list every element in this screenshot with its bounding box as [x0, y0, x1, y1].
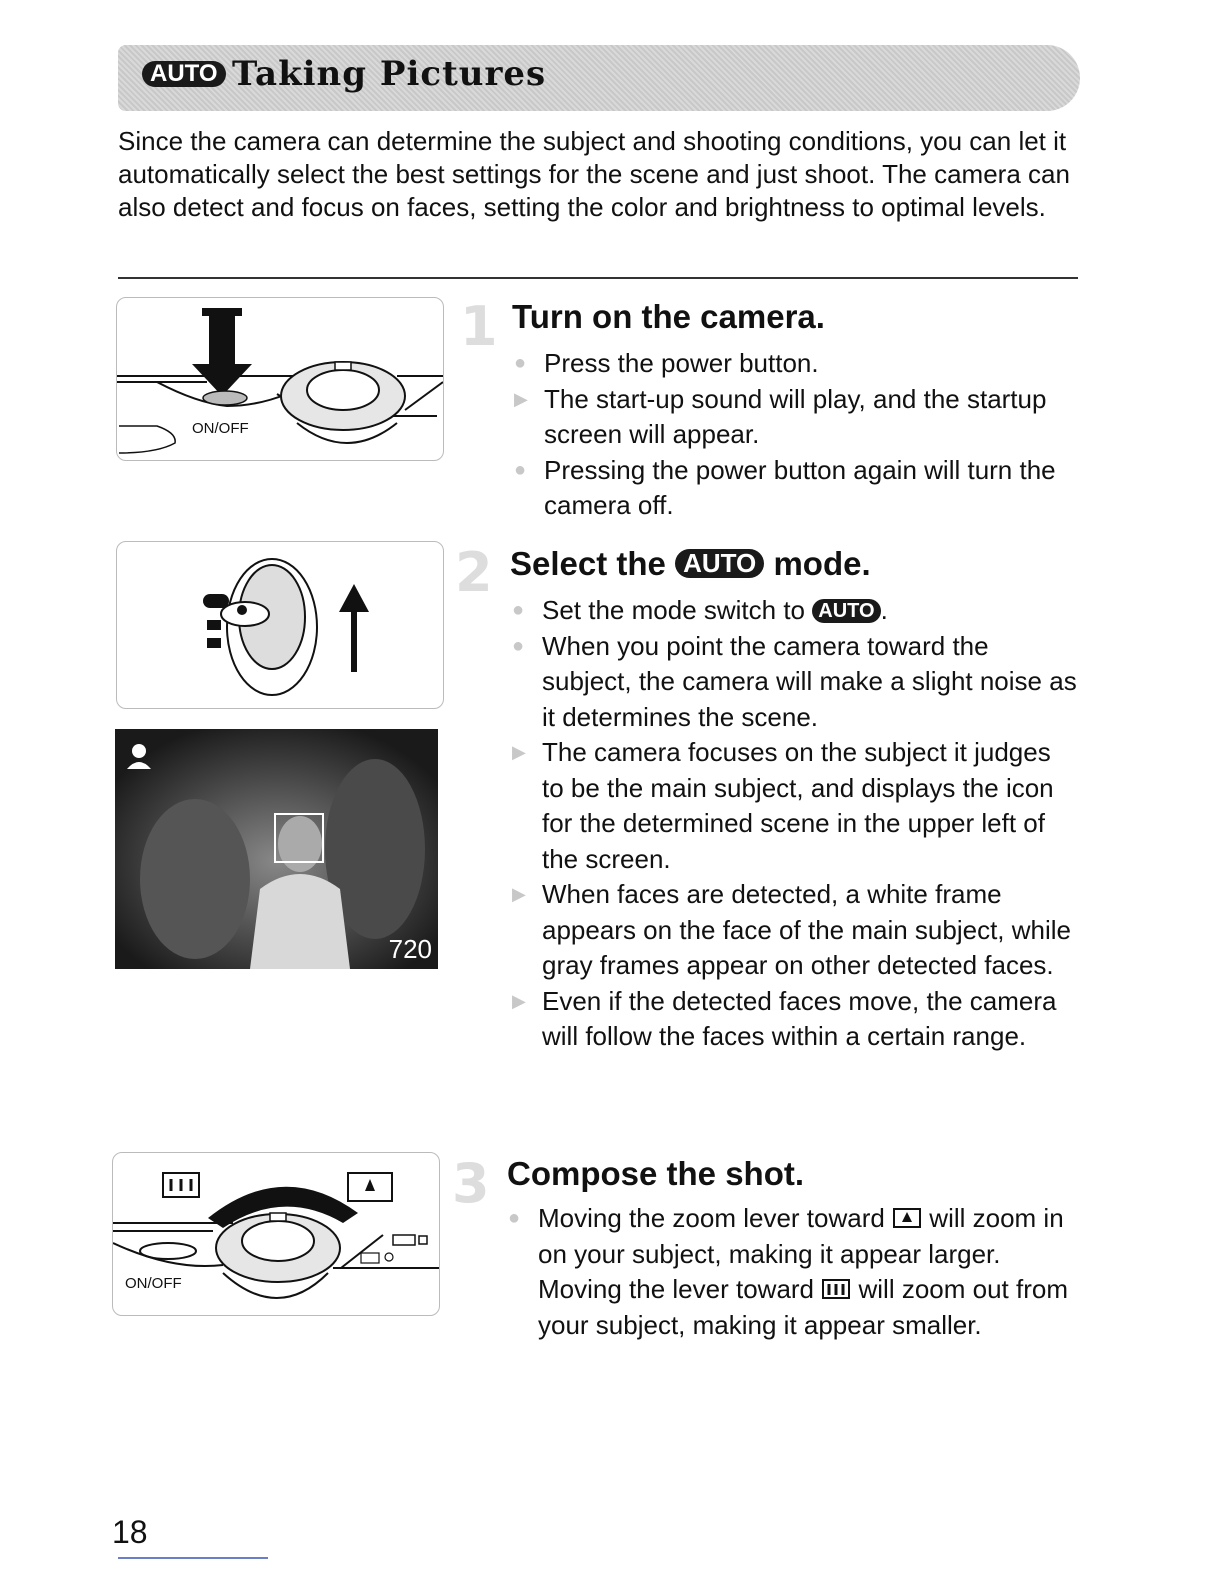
- shots-remaining: 720: [388, 934, 432, 964]
- page-title: Taking Pictures: [232, 54, 547, 94]
- list-item: ● Press the power button.: [514, 346, 1074, 382]
- auto-mode-icon: AUTO: [812, 599, 880, 623]
- list-item: ▶ The start-up sound will play, and the startup screen will appear.: [514, 382, 1074, 453]
- step-2-title-pre: Select the: [510, 545, 666, 582]
- page-number-underline: [118, 1557, 268, 1559]
- list-item: ● Pressing the power button again will turn the camera off.: [514, 453, 1074, 524]
- step-2-bullets: [512, 593, 1077, 1055]
- set-switch-text: Set the mode switch to: [542, 595, 806, 625]
- step-2-title-post: mode.: [773, 545, 871, 582]
- list-item: [508, 1201, 1078, 1343]
- intro-paragraph: Since the camera can determine the subject and shooting conditions, you can let it automatically select the best settings for the scene and just shoot. The camera can also detect and focus on faces, setting the color and brightness to optimal levels.: [118, 126, 1070, 222]
- mode-switch-figure: [116, 541, 444, 709]
- set-switch-period: .: [880, 595, 888, 625]
- telephoto-icon: [892, 1207, 922, 1229]
- step-number-1: 1: [460, 295, 498, 358]
- zoom-text-1: Moving the zoom lever toward: [538, 1203, 885, 1233]
- on-off-label: ON/OFF: [125, 1275, 182, 1292]
- zoom-text-2: will zoom in on your subject, making it appear larger. Moving the lever toward: [538, 1203, 1064, 1304]
- mode-switch-icon: [117, 542, 443, 708]
- list-item: ● When you point the camera toward the subject, the camera will make a slight noise as it determines the scene.: [512, 629, 1077, 736]
- lcd-screen-image: [115, 729, 438, 969]
- page-number: 18: [112, 1514, 148, 1550]
- list-item: ▶ Even if the detected faces move, the camera will follow the faces within a certain range.: [512, 984, 1077, 1055]
- camera-top-power-icon: [117, 298, 443, 460]
- step-1-title: Turn on the camera.: [512, 298, 825, 335]
- auto-mode-icon: AUTO: [142, 61, 226, 87]
- power-button-figure: [116, 297, 444, 461]
- step-1-bullets: [514, 346, 1074, 524]
- on-off-label: ON/OFF: [192, 420, 249, 437]
- wide-angle-icon: [821, 1278, 851, 1300]
- list-item: ▶ The camera focuses on the subject it judges to be the main subject, and displays the icon for the determined scene in the upper left of the screen.: [512, 735, 1077, 877]
- zoom-lever-figure: [112, 1152, 440, 1316]
- step-3-title: Compose the shot.: [507, 1155, 805, 1192]
- list-item: [512, 593, 1077, 629]
- step-3-bullets: [508, 1201, 1078, 1343]
- step-2-title: [510, 545, 871, 583]
- divider: [118, 277, 1078, 279]
- scene-preview-photo: [115, 729, 438, 969]
- zoom-text-3: will zoom out from your subject, making it appear smaller.: [538, 1274, 1068, 1340]
- auto-mode-icon: AUTO: [675, 549, 764, 578]
- section-banner: [118, 45, 1080, 111]
- step-number-2: 2: [455, 541, 493, 604]
- step-number-3: 3: [452, 1152, 490, 1215]
- list-item: ▶ When faces are detected, a white frame appears on the face of the main subject, while gray frames appear on other detected faces.: [512, 877, 1077, 984]
